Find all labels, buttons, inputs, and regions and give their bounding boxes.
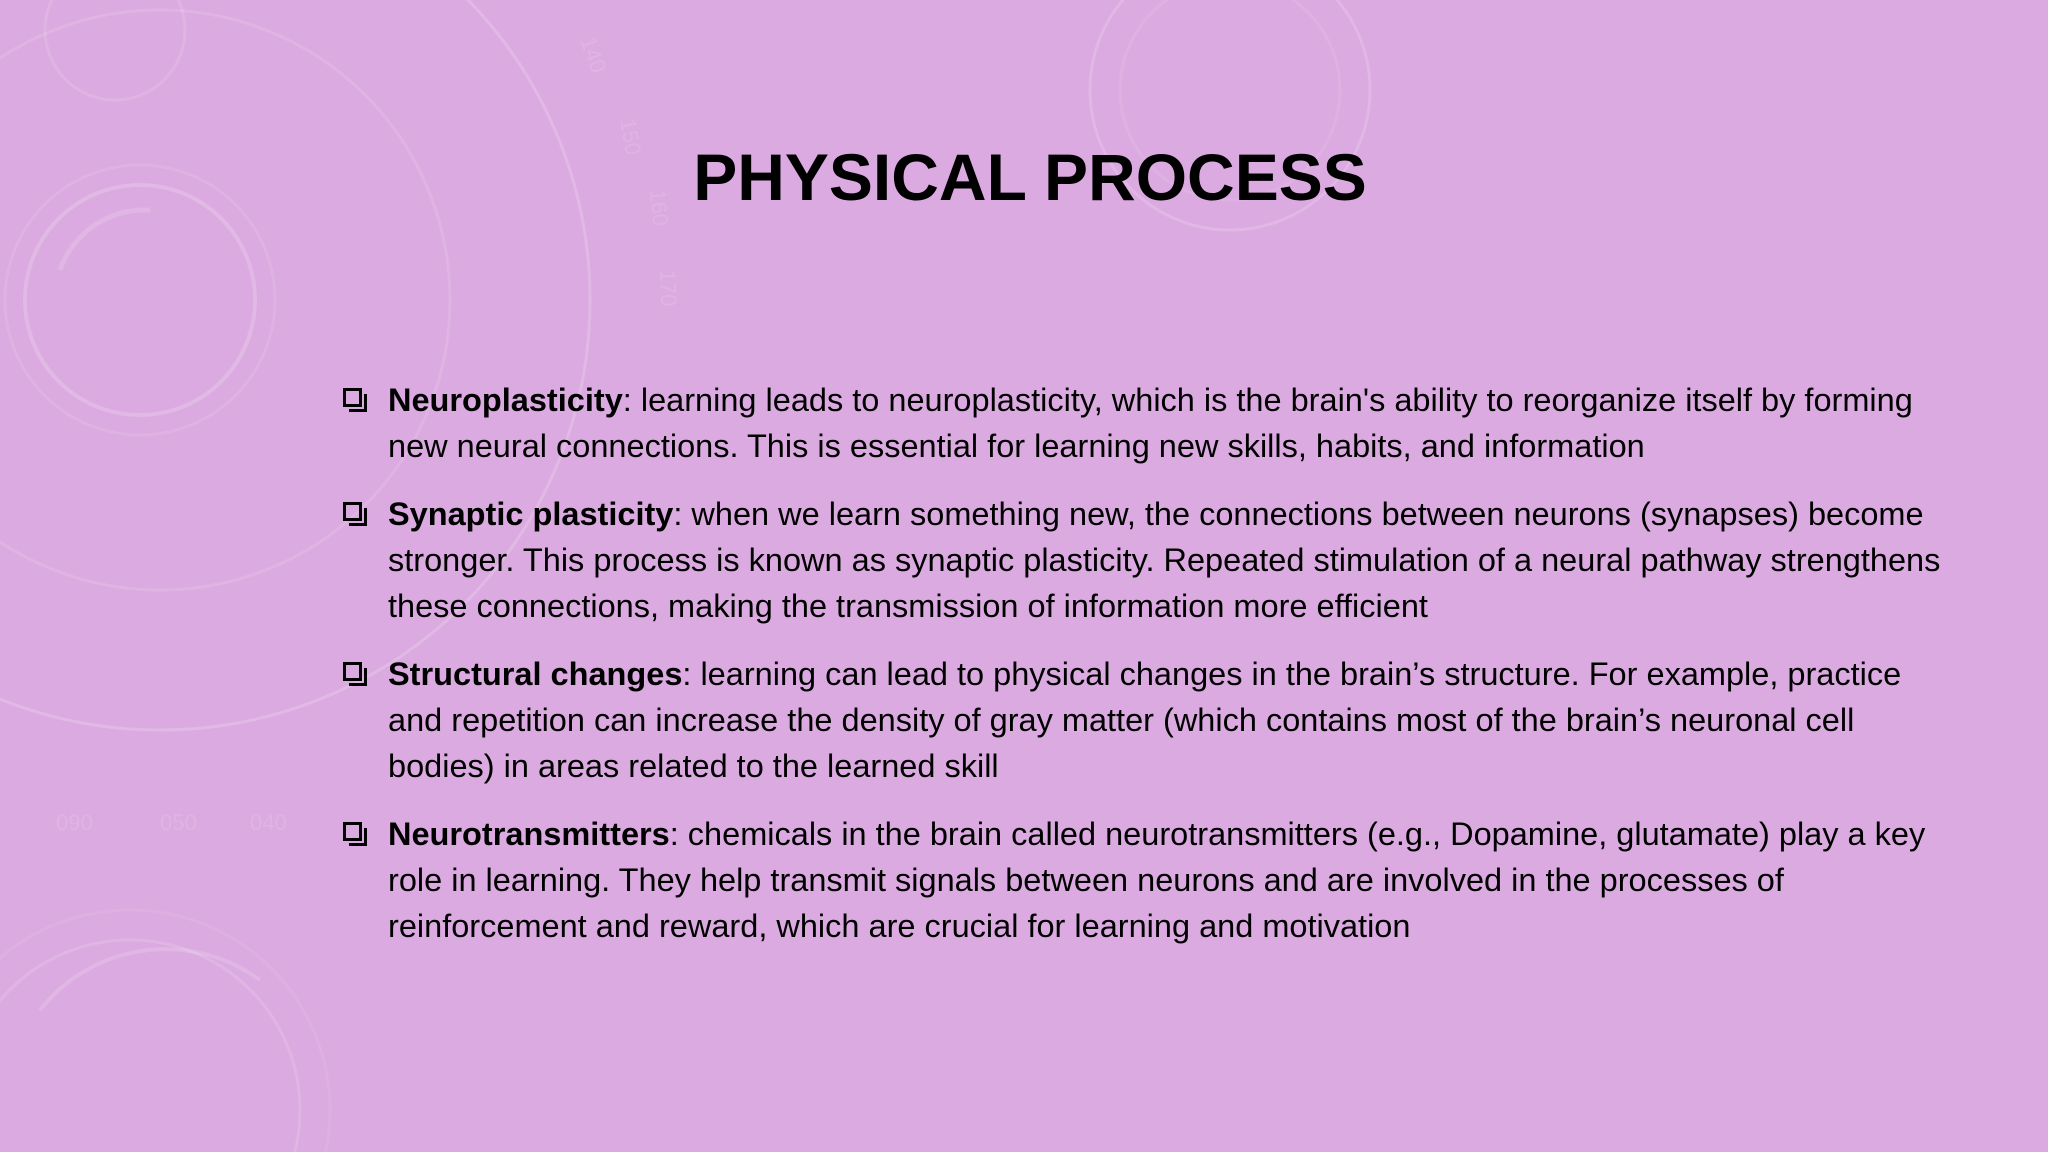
- hollow-square-checkbox-icon: [343, 662, 362, 681]
- bullet-list: [342, 377, 1962, 971]
- bullet-term: Neuroplasticity: [388, 382, 623, 418]
- svg-text:090: 090: [56, 810, 93, 835]
- bullet-text: : when we learn something new, the connections between neurons (synapses) become stronger. This process is known as synaptic plasticity. Repeated stimulation of a neural pathway strengthens these connections, making the transmission of information more efficient: [388, 496, 1941, 624]
- bullet-term: Neurotransmitters: [388, 816, 670, 852]
- bullet-item-neurotransmitters: [342, 811, 1962, 949]
- hollow-square-checkbox-icon: [343, 502, 362, 521]
- slide-title: PHYSICAL PROCESS: [693, 140, 1367, 214]
- bullet-term: Structural changes: [388, 656, 683, 692]
- bullet-item-synaptic-plasticity: [342, 491, 1962, 629]
- svg-text:040: 040: [250, 810, 287, 835]
- bullet-text: : learning can lead to physical changes in the brain’s structure. For example, practice and repetition can increase the density of gray matter (which contains most of the brain’s neuronal cell bodies) in areas related to the learned skill: [388, 656, 1902, 784]
- bullet-term: Synaptic plasticity: [388, 496, 674, 532]
- bullet-text: : chemicals in the brain called neurotransmitters (e.g., Dopamine, glutamate) play a key role in learning. They help transmit signals between neurons and are involved in the processes of reinforcement and reward, which are crucial for learning and motivation: [388, 816, 1926, 944]
- svg-text:150: 150: [615, 116, 647, 158]
- hollow-square-checkbox-icon: [343, 388, 362, 407]
- bullet-item-structural-changes: [342, 651, 1962, 789]
- svg-text:050: 050: [160, 810, 197, 835]
- svg-text:160: 160: [645, 188, 674, 228]
- svg-text:140: 140: [575, 33, 612, 77]
- hollow-square-checkbox-icon: [343, 822, 362, 841]
- bullet-item-neuroplasticity: [342, 377, 1962, 469]
- bullet-text: : learning leads to neuroplasticity, which is the brain's ability to reorganize itself by forming new neural connections. This is essential for learning new skills, habits, and information: [388, 382, 1913, 464]
- svg-text:170: 170: [655, 269, 682, 307]
